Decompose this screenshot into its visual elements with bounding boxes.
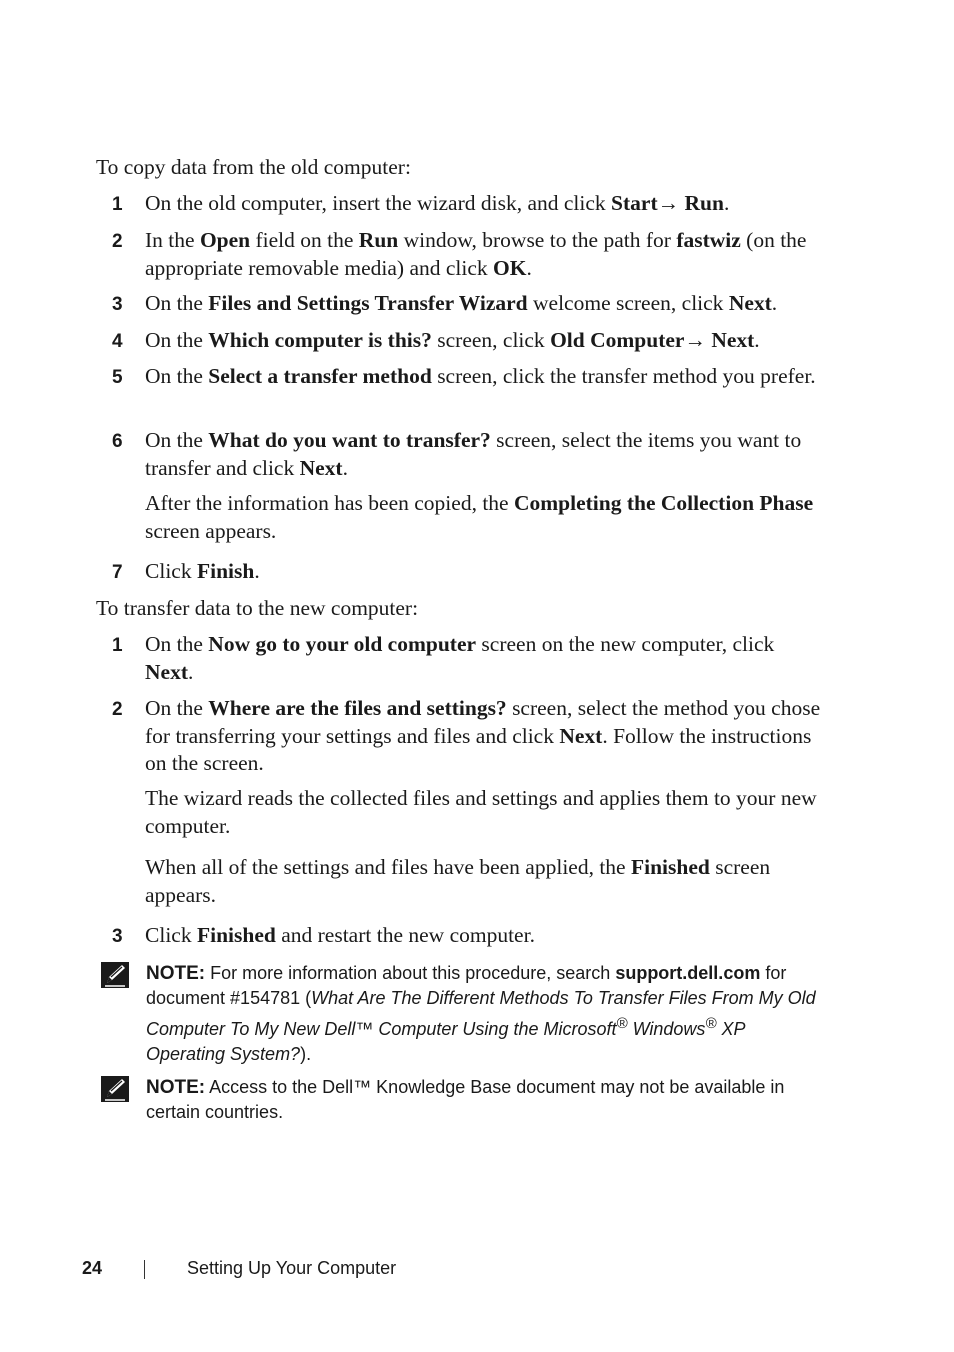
s1-step-3 [96, 290, 836, 318]
step-text: On the Where are the files and settings? screen, select the method you chose for transferring your settings and files and click Next. Follow the instructions on the screen. [145, 696, 821, 775]
s1-step-7 [96, 558, 836, 586]
step-number: 3 [112, 926, 123, 947]
step-text: On the What do you want to transfer? screen, select the items you want to transfer and click Next. [145, 428, 802, 480]
step-number: 6 [112, 431, 123, 452]
step-text: Click Finished and restart the new computer. [145, 923, 535, 947]
note-label: NOTE: [146, 963, 206, 984]
footer-divider [144, 1260, 145, 1279]
step-text: On the old computer, insert the wizard disk, and click Start→ Run. [145, 191, 730, 215]
s2-step-2 [96, 695, 836, 778]
step-number: 3 [112, 294, 123, 315]
page-footer [0, 1256, 954, 1286]
footer-section-title: Setting Up Your Computer [187, 1258, 397, 1278]
step-number: 1 [112, 635, 123, 656]
s1-step-1 [96, 190, 836, 218]
note-2 [100, 1075, 830, 1125]
step-number: 5 [112, 367, 123, 388]
step-number: 7 [112, 562, 123, 583]
note-text: NOTE: For more information about this procedure, search support.dell.com for document #154781 (What Are The Different Methods To Transfer Files From My Old Computer To My New Dell™ Computer Using the Microsoft® Windows® XP Operating System?). [146, 963, 816, 1064]
s1-step-4 [96, 327, 836, 355]
support-link: support.dell.com [615, 963, 761, 983]
step-text: On the Now go to your old computer screen on the new computer, click Next. [145, 632, 775, 684]
pencil-note-icon [100, 1075, 130, 1103]
s1-step-6 [96, 427, 836, 482]
note-text: NOTE: Access to the Dell™ Knowledge Base document may not be available in certain countries. [146, 1077, 785, 1122]
step6-followup: After the information has been copied, the Completing the Collection Phase screen appears. [145, 491, 814, 543]
section1-intro: To copy data from the old computer: [96, 155, 411, 179]
step-number: 4 [112, 331, 123, 352]
step-number: 2 [112, 231, 123, 252]
step-text: On the Which computer is this? screen, click Old Computer→ Next. [145, 328, 760, 352]
note-label: NOTE: [146, 1077, 206, 1098]
note-1 [100, 961, 830, 1067]
step-text: On the Select a transfer method screen, click the transfer method you prefer. [145, 364, 816, 388]
s2-step-1 [96, 631, 836, 686]
step-number: 2 [112, 699, 123, 720]
step-text: In the Open field on the Run window, browse to the path for fastwiz (on the appropriate removable media) and click OK. [145, 228, 807, 280]
pencil-note-icon [100, 961, 130, 989]
s1-step-5 [96, 363, 836, 391]
step2-followup-1: The wizard reads the collected files and settings and applies them to your new computer. [145, 786, 817, 838]
section2-intro: To transfer data to the new computer: [96, 596, 419, 620]
step-number: 1 [112, 194, 123, 215]
step2-followup-2: When all of the settings and files have been applied, the Finished screen appears. [145, 855, 771, 907]
s2-step-3 [96, 922, 836, 950]
s1-step-2 [96, 227, 836, 282]
step-text: Click Finish. [145, 559, 260, 583]
page-number: 24 [82, 1258, 103, 1278]
step-text: On the Files and Settings Transfer Wizard welcome screen, click Next. [145, 291, 778, 315]
